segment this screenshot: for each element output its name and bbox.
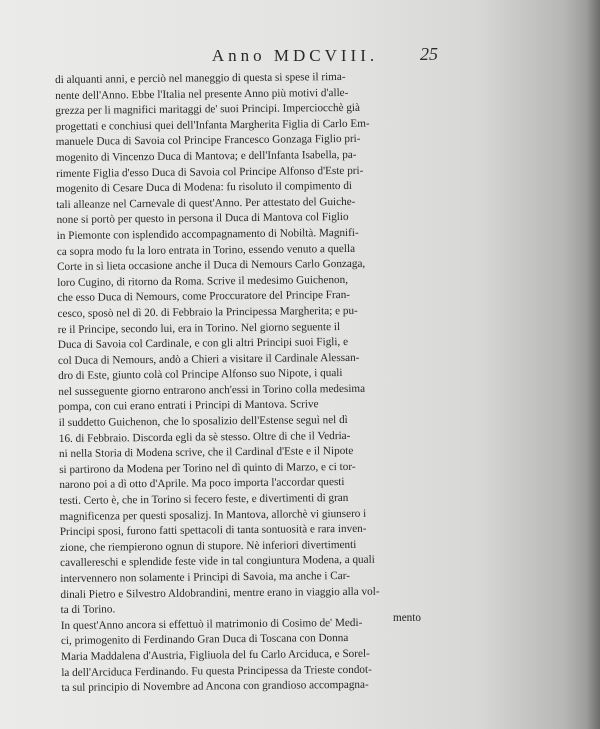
text-line: narono poi a dì otto d'Aprile. Ma poco importa l'accordar questi bbox=[59, 476, 345, 492]
text-line: progettati e conchiusi quei dell'Infanta Margherita Figlia di Carlo Em- bbox=[55, 117, 370, 133]
body-text bbox=[55, 69, 442, 697]
text-line: nel susseguente giorno entrarono anch'essi in Torino colla medesima bbox=[58, 382, 366, 398]
text-line: mogenito di Vincenzo Duca di Mantova; e dell'Infanta Isabella, pa- bbox=[55, 148, 357, 164]
text-line: mogenito di Cesare Duca di Modena: fu risoluto il compimento di bbox=[56, 180, 353, 196]
text-line: dinali Pietro e Silvestro Aldobrandini, mentre erano in viaggio alla vol- bbox=[60, 585, 380, 601]
text-line: grezza per li magnifici maritaggi de' suoi Principi. Imperciocchè già bbox=[55, 101, 361, 118]
text-line: nente dell'Anno. Ebbe l'Italia nel presente Anno più motivi d'alle- bbox=[55, 86, 349, 102]
text-line: dro di Este, giunto colà col Principe Alfonso suo Nipote, i quali bbox=[58, 367, 343, 383]
text-line: ta di Torino. bbox=[60, 603, 116, 617]
page-number: 25 bbox=[420, 44, 438, 64]
text-line: cavallereschi e splendide feste vide in tal congiuntura Modena, a quali bbox=[60, 554, 375, 570]
text-line: ta sul principio di Novembre ad Ancona con grandioso accompagna- bbox=[61, 678, 369, 695]
text-line: re il Principe, secondo lui, era in Torino. Nel giorno seguente il bbox=[57, 320, 341, 336]
running-head: Anno MDCVIII. bbox=[211, 46, 379, 65]
text-line: Maria Maddalena d'Austria, Figliuola del fu Carlo Arciduca, e Sorel- bbox=[61, 647, 370, 663]
text-line: il suddetto Guichenon, che lo sposalizio dell'Estense seguì nel dì bbox=[58, 414, 348, 430]
text-line: la dell'Arciduca Ferdinando. Fu questa Principessa da Trieste condot- bbox=[61, 663, 372, 679]
text-line: di alquanti anni, e perciò nel maneggio di questa si spese il rima- bbox=[55, 70, 346, 86]
page-edge bbox=[586, 0, 600, 729]
text-line: Duca di Savoia col Cardinale, e con gli altri Principi suoi Figli, e bbox=[57, 336, 349, 352]
text-line: Corte in sì lieta occasione anche il Duca di Nemours Carlo Gonzaga, bbox=[56, 257, 366, 274]
text-line: pompa, con cui erano entrati i Principi di Mantova. Scrive bbox=[58, 398, 319, 414]
text-line: intervennero non solamente i Principi di Savoia, ma anche i Car- bbox=[60, 569, 350, 585]
text-line: si partirono da Modena per Torino nel dì quinto di Marzo, e ci tor- bbox=[59, 460, 356, 476]
text-line: che esso Duca di Nemours, come Proccuratore del Principe Fran- bbox=[57, 289, 351, 305]
text-line: manuele Duca di Savoia col Principe Francesco Gonzaga Figlio pri- bbox=[55, 133, 361, 149]
text-line: rimente Figlia d'esso Duca di Savoia col Principe Alfonso d'Este pri- bbox=[55, 164, 364, 180]
text-line: 16. di Febbraio. Discorda egli da sè stesso. Oltre di che il Vedria- bbox=[58, 429, 351, 445]
text-line: Principi sposi, furono fatti spettacoli di tanta sontuosità e rara inven- bbox=[59, 522, 367, 539]
text-line: none si portò per questo in persona il Duca di Mantova col Figlio bbox=[56, 211, 349, 227]
catchword: mento bbox=[393, 612, 421, 624]
text-line: col Duca di Nemours, andò a Chieri a visitare il Cardinale Alessan- bbox=[57, 351, 360, 367]
text-line: In quest'Anno ancora si effettuò il matrimonio di Cosimo de' Medi- bbox=[60, 616, 363, 632]
text-line: magnificenza per questi sposalizj. In Mantova, allorchè vi giunsero i bbox=[59, 507, 367, 523]
text-line: testi. Certo è, che in Torino si fecero feste, e divertimenti di gran bbox=[59, 491, 349, 508]
text-line: ni nella Storia di Modena scrive, che il Cardinal d'Este e il Nipote bbox=[58, 445, 354, 461]
text-line: ci, primogenito di Ferdinando Gran Duca di Toscana con Donna bbox=[60, 632, 349, 648]
text-line: zione, che riempierono ognun di stupore. Nè inferiori divertimenti bbox=[59, 538, 357, 554]
text-line: ca sopra modo fu la loro entrata in Torino, essendo venuto a quella bbox=[56, 242, 356, 258]
text-line: cesco, sposò nel dì 20. di Febbraio la Principessa Margherita; e pu- bbox=[57, 304, 358, 320]
text-line: tali alleanze nel Carnevale di quest'Anno. Per attestato del Guiche- bbox=[56, 195, 356, 211]
text-line: loro Cugino, di ritorno da Roma. Scrive il medesimo Guichenon, bbox=[57, 273, 349, 289]
text-line: in Piemonte con isplendido accompagnamento di Nobiltà. Magnifi- bbox=[56, 226, 359, 242]
